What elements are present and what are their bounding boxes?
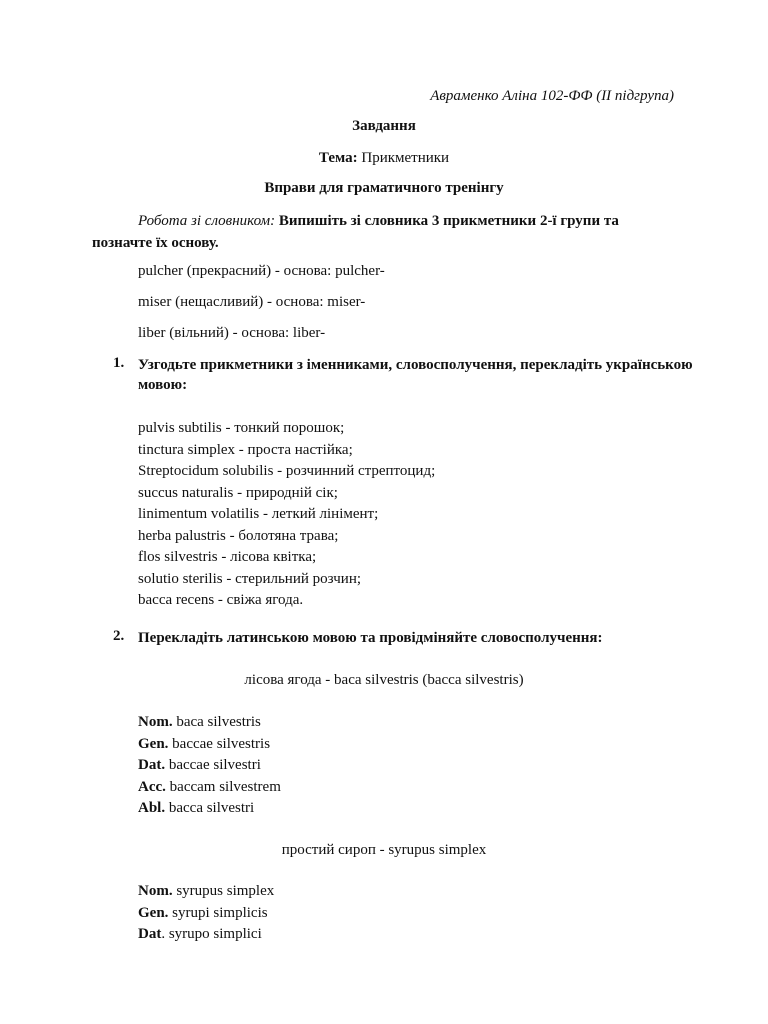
phrase-item: tinctura simplex - проста настійка; [138,441,353,458]
question-1-number: 1. [113,355,125,371]
phrase-item: bacca recens - свіжа ягода. [138,592,304,608]
declension-row [138,712,281,734]
question-2-text: Перекладіть латинською мовою та провідміняйте словосполучення: [138,630,603,646]
case-form: bacca silvestri [168,800,255,816]
declension-row [138,777,281,799]
case-label: Abl. [138,800,166,816]
theme-value: Прикметники [361,150,450,166]
declension-1-table [138,712,281,820]
intro-lead: Робота зі словником: [138,213,276,229]
declension-row [138,924,274,946]
phrase-item: pulvis subtilis - тонкий порошок; [138,420,345,436]
intro-task: Випишіть зі словника 3 прикметники 2-ї групи та позначте їх основу. [92,213,619,251]
declension-row [138,755,281,777]
dictionary-entry: miser (нещасливий) - основа: miser- [138,294,366,310]
case-form: . syrupo simplici [161,926,262,942]
document-title: Завдання [352,118,416,134]
phrase-item: Streptocidum solubilis - розчинний стрептоцид; [138,463,436,479]
question-2-number: 2. [113,628,125,644]
case-form: baccam silvestrem [169,778,281,795]
case-label: Dat [138,926,162,942]
case-form: syrupi simplicis [172,904,268,921]
declension-row [138,881,274,903]
phrase-item: flos silvestris - лісова квітка; [138,549,317,565]
intro-paragraph [92,210,682,254]
case-form: syrupus simplex [176,883,275,899]
dictionary-entry: liber (вільний) - основа: liber- [138,325,326,341]
case-label: Dat. [138,757,166,773]
phrase-item: solutio sterilis - стерильний розчин; [138,570,362,587]
phrase-item: herba palustris - болотяна трава; [138,527,339,544]
case-form: baca silvestris [176,714,261,730]
exercises-heading: Вправи для граматичного тренінгу [264,180,504,196]
declension-row [138,903,274,925]
case-label: Gen. [138,735,169,752]
declension-1-title: лісова ягода - baca silvestris (bacca silvestris) [244,672,524,688]
declension-row [138,798,281,820]
declension-2-title: простий сироп - syrupus simplex [281,842,487,858]
case-form: baccae silvestri [168,757,261,773]
phrase-item: linimentum volatilis - леткий лінімент; [138,506,379,522]
case-label: Nom. [138,714,173,730]
declension-row [138,734,281,756]
case-label: Acc. [138,778,166,795]
phrase-list [138,418,435,612]
case-label: Gen. [138,904,169,921]
case-form: baccae silvestris [172,735,271,752]
author-line: Авраменко Аліна 102-ФФ (ІІ підгрупа) [430,88,674,104]
theme-line [0,150,768,167]
declension-2-table [138,881,274,946]
case-label: Nom. [138,883,173,899]
phrase-item: succus naturalis - природній сік; [138,484,338,501]
question-1-text: Узгодьте прикметники з іменниками, словосполучення, перекладіть українською мовою: [138,357,693,393]
theme-label: Тема: [318,150,358,166]
dictionary-entry: pulcher (прекрасний) - основа: pulcher- [138,263,385,279]
